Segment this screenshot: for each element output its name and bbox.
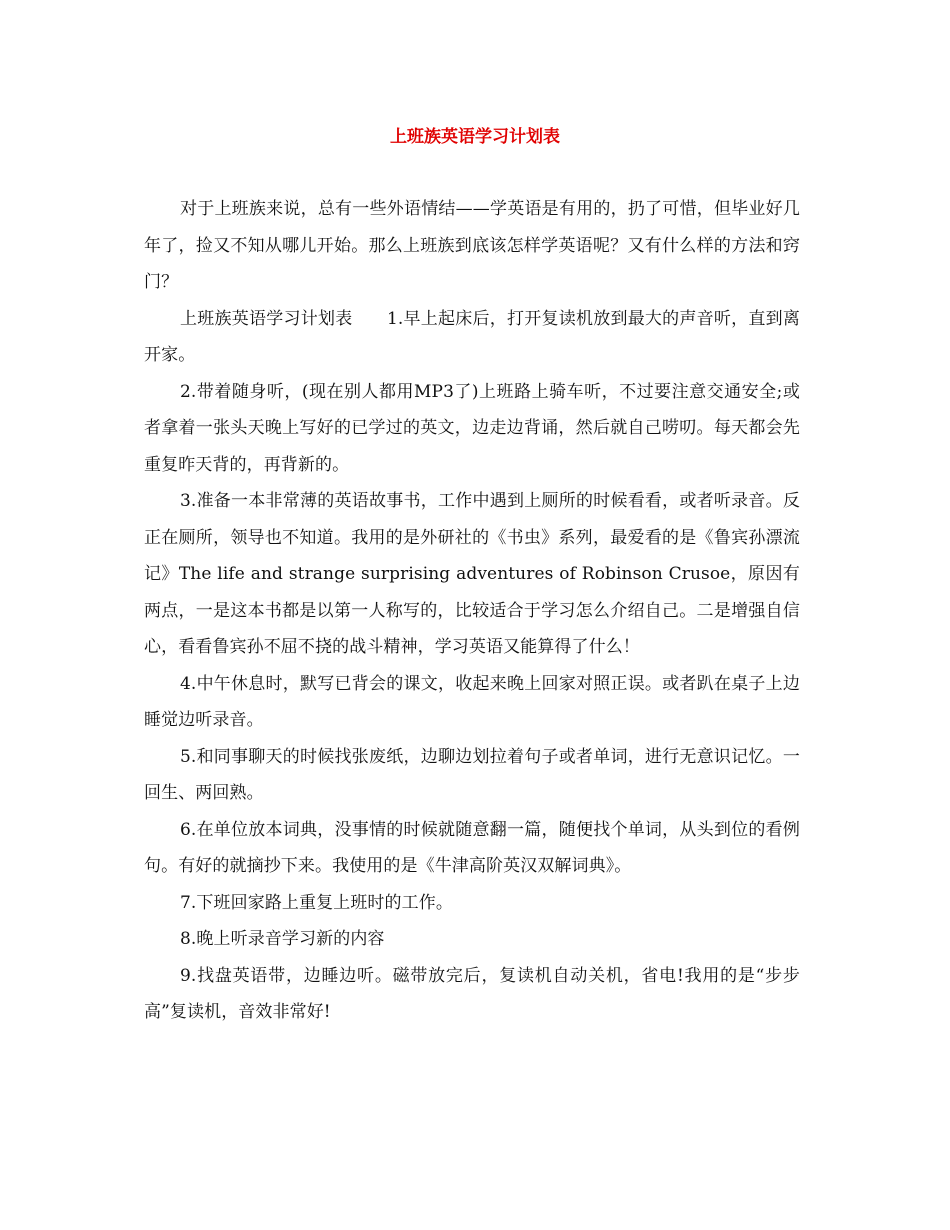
paragraph-step-8: 8.晚上听录音学习新的内容 (180, 929, 385, 949)
paragraph-step-5: 5.和同事聊天的时候找张废纸，边聊边划拉着句子或者单词，进行无意识记忆。一回生、两回熟。 (144, 746, 800, 803)
paragraph-intro: 对于上班族来说，总有一些外语情结——学英语是有用的，扔了可惜，但毕业好几年了，捡又不知从哪儿开始。那么上班族到底该怎样学英语呢？又有什么样的方法和窍门？ (144, 199, 800, 292)
paragraph-step-4: 4.中午休息时，默写已背会的课文，收起来晚上回家对照正误。或者趴在桌子上边睡觉边听录音。 (144, 673, 800, 730)
paragraph-step-6: 6.在单位放本词典，没事情的时候就随意翻一篇，随便找个单词，从头到位的看例句。有好的就摘抄下来。我使用的是《牛津高阶英汉双解词典》。 (144, 819, 800, 876)
paragraph-step-7: 7.下班回家路上重复上班时的工作。 (180, 892, 453, 913)
paragraph-step-3: 3.准备一本非常薄的英语故事书，工作中遇到上厕所的时候看看，或者听录音。反正在厕所，领导也不知道。我用的是外研社的《书虫》系列，最爱看的是《鲁宾孙漂流记》The life and strange surprising adventures of Robinson Crusoe，原因有两点，一是这本书都是以第一人称写的，比较适合于学习怎么介绍自己。二是增强自信心，看看鲁宾孙不屈不挠的战斗精神，学习英语又能算得了什么！ (144, 491, 800, 657)
document-body (144, 191, 800, 1031)
paragraph-step-2: 2.带着随身听，(现在别人都用MP3了)上班路上骑车听，不过要注意交通安全;或者拿着一张头天晚上写好的已学过的英文，边走边背诵，然后就自己唠叨。每天都会先重复昨天背的，再背新的。 (144, 381, 800, 475)
paragraph-step-9: 9.找盘英语带，边睡边听。磁带放完后，复读机自动关机，省电!我用的是“步步高”复读机，音效非常好! (144, 965, 800, 1022)
paragraph-step-1: 上班族英语学习计划表 1.早上起床后，打开复读机放到最大的声音听，直到离开家。 (144, 308, 800, 365)
document-title: 上班族英语学习计划表 (390, 127, 560, 147)
